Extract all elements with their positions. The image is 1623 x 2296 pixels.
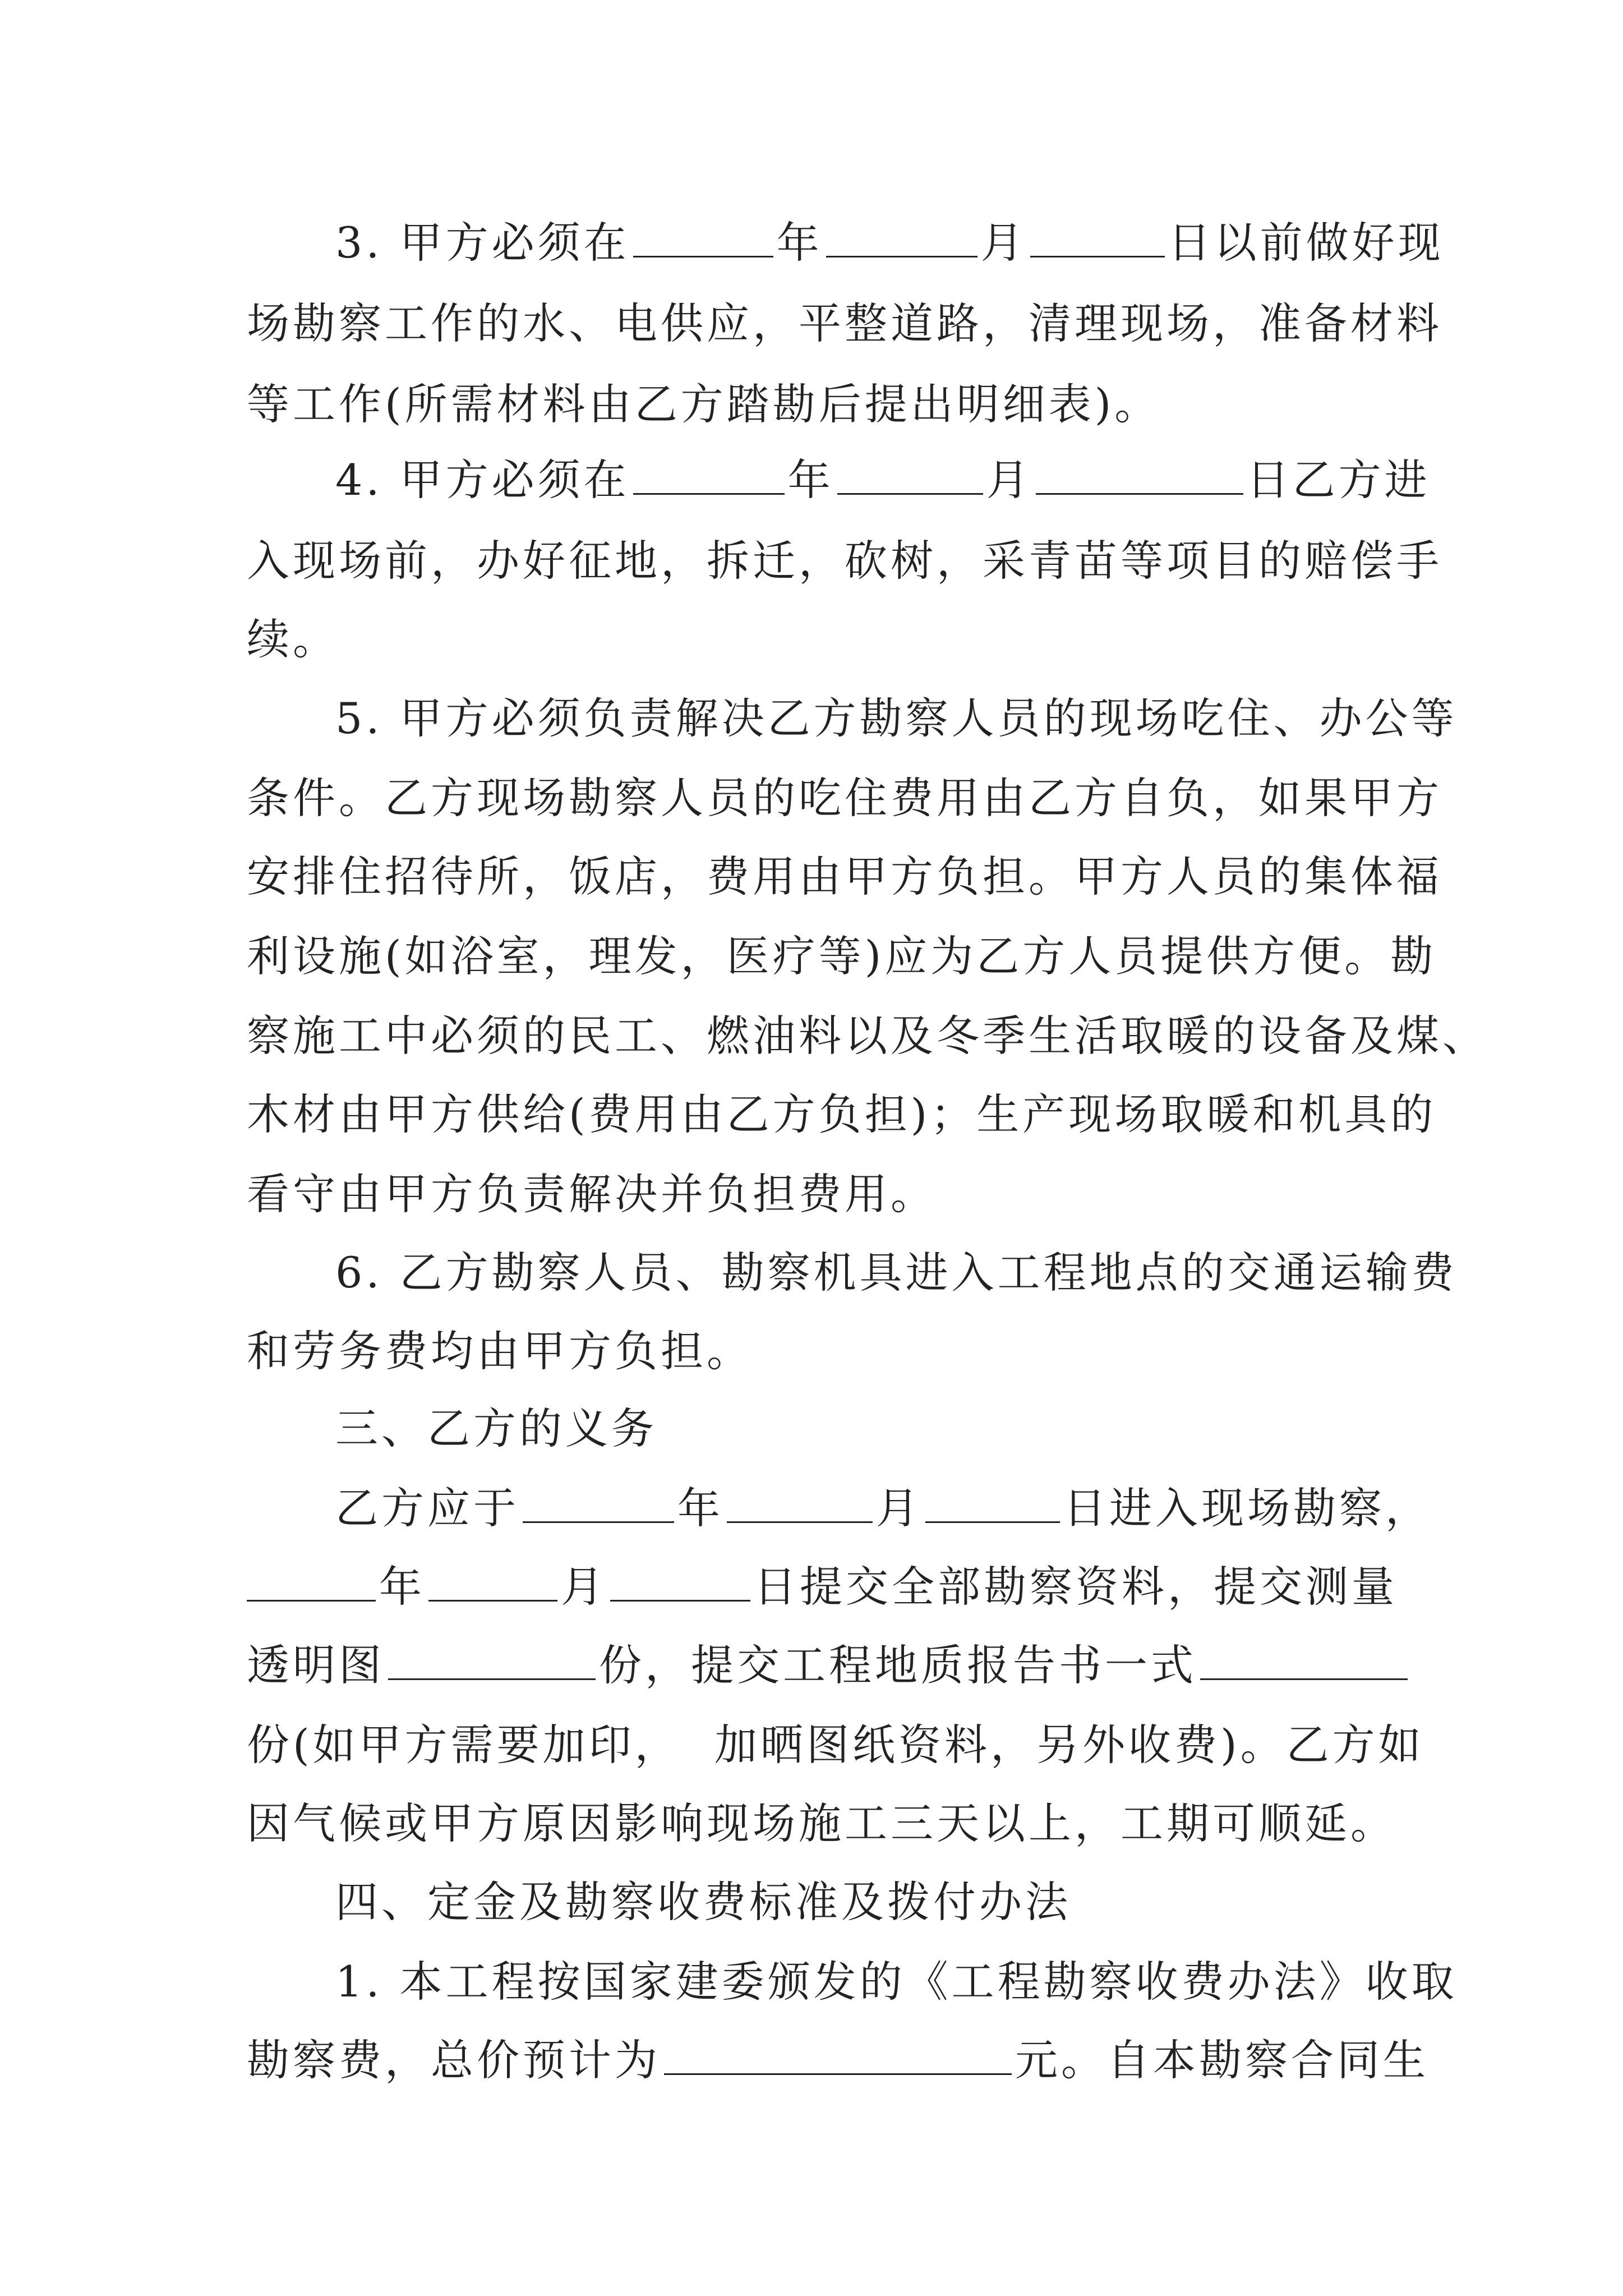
text-segment: 透明图	[247, 1640, 385, 1690]
total-price-blank	[664, 2036, 1012, 2075]
day-blank	[1030, 219, 1165, 257]
section-3-line-5: 因气候或甲方原因影响现场施工三天以上，工期可顺延。	[247, 1798, 1396, 1848]
report-copies-blank	[1200, 1641, 1408, 1680]
paragraph-6-line-2: 和劳务费均由甲方负担。	[247, 1326, 753, 1376]
paragraph-5-line-1: 5. 甲方必须负责解决乙方勘察人员的现场吃住、办公等	[335, 693, 1458, 743]
section-3-line-3	[247, 1637, 1411, 1694]
text-segment: 日乙方进	[1246, 455, 1431, 505]
text-segment: 3. 甲方必须在	[335, 218, 630, 268]
paragraph-3-line-2: 场勘察工作的水、电供应，平整道路，清理现场，准备材料	[247, 298, 1442, 348]
year-blank	[247, 1563, 376, 1602]
day-blank	[610, 1563, 750, 1602]
year-blank	[523, 1484, 674, 1523]
paragraph-4-line-3: 续。	[247, 614, 339, 664]
year-blank	[633, 219, 773, 257]
paragraph-5-line-3: 安排住招待所，饭店，费用由甲方负担。甲方人员的集体福	[247, 852, 1442, 901]
month-blank	[428, 1563, 557, 1602]
paragraph-5-line-2: 条件。乙方现场勘察人员的吃住费用由乙方自负，如果甲方	[247, 773, 1442, 823]
text-segment: 乙方应于	[335, 1483, 519, 1533]
text-segment: 月	[986, 455, 1032, 505]
text-segment: 年	[379, 1562, 425, 1612]
month-blank	[826, 219, 978, 257]
section-3-heading: 三、乙方的义务	[335, 1404, 657, 1453]
section-4-line-1: 1. 本工程按国家建委颁发的《工程勘察收费办法》收取	[335, 1957, 1458, 2007]
text-segment: 份，提交工程地质报告书一式	[599, 1640, 1197, 1690]
text-segment: 年	[776, 218, 823, 268]
paragraph-5-line-5: 察施工中必须的民工、燃油料以及冬季生活取暖的设备及煤、	[247, 1011, 1488, 1061]
section-3-line-1	[335, 1480, 1431, 1536]
section-3-line-2	[247, 1559, 1398, 1615]
text-segment: 月	[980, 218, 1027, 268]
year-blank	[633, 456, 785, 495]
paragraph-5-line-4: 利设施(如浴室，理发，医疗等)应为乙方人员提供方便。勘	[247, 931, 1437, 981]
text-segment: 日提交全部勘察资料，提交测量	[754, 1562, 1398, 1612]
paragraph-3-line-1	[335, 215, 1444, 271]
text-segment: 月	[561, 1562, 607, 1612]
text-segment: 4. 甲方必须在	[335, 455, 630, 505]
text-segment: 年	[787, 455, 834, 505]
paragraph-5-line-7: 看守由甲方负责解决并负担费用。	[247, 1169, 937, 1219]
paragraph-4-line-2: 入现场前，办好征地，拆迁，砍树，采青苗等项目的赔偿手	[247, 536, 1442, 586]
section-4-heading: 四、定金及勘察收费标准及拨付办法	[335, 1877, 1071, 1927]
paragraph-3-line-3: 等工作(所需材料由乙方踏勘后提出明细表)。	[247, 379, 1161, 429]
paragraph-6-line-1: 6. 乙方勘察人员、勘察机具进入工程地点的交通运输费	[335, 1248, 1458, 1297]
paragraph-5-line-6: 木材由甲方供给(费用由乙方负担)；生产现场取暖和机具的	[247, 1089, 1437, 1139]
month-blank	[837, 456, 983, 495]
text-segment: 月	[876, 1483, 922, 1533]
day-blank	[925, 1484, 1060, 1523]
text-segment: 年	[677, 1483, 723, 1533]
text-segment: 日进入现场勘察，	[1063, 1483, 1431, 1533]
day-blank	[1036, 456, 1243, 495]
text-segment: 日以前做好现	[1168, 218, 1444, 268]
paragraph-4-line-1	[335, 452, 1431, 508]
section-3-line-4: 份(如甲方需要加印， 加晒图纸资料，另外收费)。乙方如	[247, 1720, 1424, 1770]
copies-blank	[388, 1641, 596, 1680]
section-4-line-2	[247, 2032, 1429, 2088]
text-segment: 勘察费，总价预计为	[247, 2035, 661, 2085]
text-segment: 元。自本勘察合同生	[1015, 2035, 1429, 2085]
month-blank	[727, 1484, 873, 1523]
